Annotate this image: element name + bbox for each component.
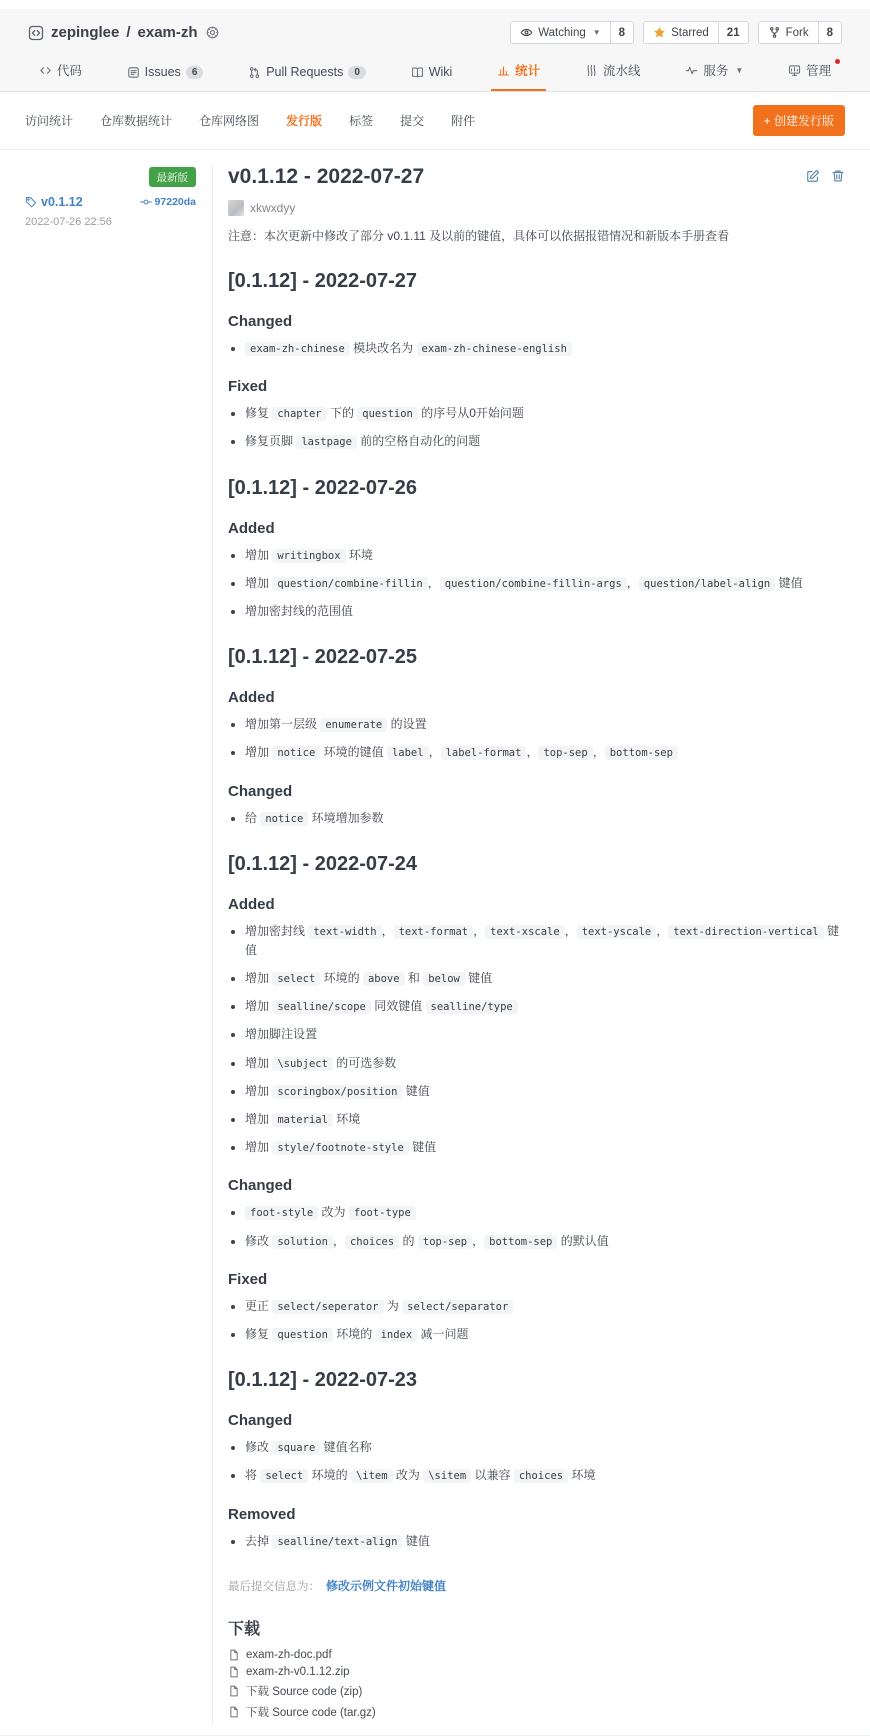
- inline-code: bottom-sep: [484, 1235, 557, 1249]
- watch-count[interactable]: 8: [610, 22, 633, 43]
- inline-code: question/combine-fillin: [272, 577, 427, 591]
- changelog-item: 给 notice 环境增加参数: [228, 809, 845, 828]
- changelog-item: 增加密封线 text-width ， text-format ， text-xscale ， text-yscale ， text-direction-vertical 键值: [228, 922, 845, 960]
- inline-code: question/combine-fillin-args: [440, 577, 627, 591]
- changelog-item: 增加密封线的范围值: [228, 602, 845, 621]
- changelog-item: 修复 chapter 下的 question 的序号从0开始问题: [228, 404, 845, 423]
- changelog-group-title: Fixed: [228, 378, 268, 396]
- tab-wiki[interactable]: Wiki: [405, 56, 459, 91]
- latest-release-badge: 最新版: [149, 167, 197, 187]
- last-commit-message-link[interactable]: 修改示例文件初始键值: [326, 1578, 447, 1593]
- downloads-title: 下载: [228, 1620, 261, 1638]
- release-date: 2022-07-26 22:56: [25, 216, 112, 228]
- release-actions: [806, 165, 845, 183]
- changelog-list: [228, 1532, 845, 1551]
- last-commit-line: [228, 1577, 845, 1594]
- repo-title-row: [0, 9, 870, 46]
- page: [0, 9, 870, 1736]
- repo-header: [0, 9, 870, 92]
- download-link[interactable]: exam-zh-v0.1.12.zip: [228, 1666, 845, 1678]
- delete-release-icon[interactable]: [831, 169, 845, 183]
- repo-separator: /: [126, 24, 131, 41]
- subnav-repo-data-stats[interactable]: 仓库数据统计: [100, 114, 173, 128]
- download-link[interactable]: 下载 Source code (tar.gz): [228, 1704, 845, 1720]
- changelog-item: 增加脚注设置: [228, 1025, 845, 1044]
- release-meta: [25, 165, 213, 1725]
- inline-code: style/footnote-style: [272, 1141, 408, 1155]
- changelog-group-title: Added: [228, 519, 275, 537]
- download-link[interactable]: 下载 Source code (zip): [228, 1683, 845, 1699]
- tab-issues[interactable]: Issues 6: [121, 56, 210, 91]
- changelog-version-heading: [0.1.12] - 2022-07-24: [228, 852, 418, 875]
- inline-code: foot-type: [349, 1206, 416, 1220]
- release-title: v0.1.12 - 2022-07-27: [228, 165, 425, 188]
- fork-count[interactable]: 8: [818, 22, 841, 43]
- release-subnav: [0, 92, 870, 150]
- inline-code: sealline/type: [426, 1000, 518, 1014]
- tab-count-badge: 0: [348, 66, 366, 79]
- inline-code: select: [272, 972, 320, 986]
- file-icon: [228, 1706, 240, 1718]
- inline-code: select/separator: [402, 1300, 513, 1314]
- inline-code: \sitem: [423, 1469, 471, 1483]
- issues-icon: [127, 66, 140, 79]
- changelog-item: 修改 solution ， choices 的 top-sep ， bottom-sep 的默认值: [228, 1232, 845, 1251]
- author-name-link[interactable]: xkwxdyy: [250, 201, 296, 215]
- release-entry: [0, 150, 870, 1736]
- inline-code: question: [357, 407, 418, 421]
- inline-code: text-direction-vertical: [668, 925, 823, 939]
- changelog-list: [228, 809, 845, 828]
- create-release-button[interactable]: + 创建发行版: [753, 105, 845, 136]
- inline-code: foot-style: [245, 1206, 318, 1220]
- inline-code: top-sep: [538, 746, 592, 760]
- subnav-attachments[interactable]: 附件: [451, 114, 476, 128]
- changelog-item: 增加 material 环境: [228, 1110, 845, 1129]
- inline-code: enumerate: [320, 718, 387, 732]
- inline-code: square: [272, 1441, 320, 1455]
- downloads-list: [228, 1649, 845, 1720]
- inline-code: lastpage: [296, 435, 357, 449]
- changelog-item: 修改 square 键值名称: [228, 1438, 845, 1457]
- inline-code: \item: [351, 1469, 393, 1483]
- inline-code: text-xscale: [485, 925, 565, 939]
- changelog-group-title: Changed: [228, 1177, 293, 1195]
- inline-code: choices: [514, 1469, 568, 1483]
- tab-count-badge: 6: [186, 66, 204, 79]
- changelog-group-title: Removed: [228, 1505, 296, 1523]
- subnav-visit-stats[interactable]: 访问统计: [25, 114, 74, 128]
- inline-code: sealline/text-align: [272, 1535, 402, 1549]
- inline-code: \subject: [272, 1057, 333, 1071]
- changelog-group-title: Added: [228, 689, 275, 707]
- changelog-item: 增加第一层级 enumerate 的设置: [228, 715, 845, 734]
- changelog-item: 增加 \subject 的可选参数: [228, 1054, 845, 1073]
- inline-code: choices: [345, 1235, 399, 1249]
- tag-icon: [25, 196, 37, 208]
- subnav-releases[interactable]: 发行版: [286, 114, 323, 128]
- changelog-item: 修复 question 环境的 index 减一问题: [228, 1325, 845, 1344]
- changelog-item: foot-style 改为 foot-type: [228, 1203, 845, 1222]
- changelog-item: 将 select 环境的 \item 改为 \sitem 以兼容 choices 环境: [228, 1466, 845, 1485]
- edit-release-icon[interactable]: [806, 169, 820, 183]
- changelog-item: 增加 notice 环境的键值 label ， label-format ， top-sep ， bottom-sep: [228, 743, 845, 762]
- changelog-list: [228, 546, 845, 622]
- release-body: [213, 165, 845, 1725]
- admin-icon: [788, 64, 801, 77]
- changelog-item: 增加 sealline/scope 同效键值 sealline/type: [228, 997, 845, 1016]
- inline-code: material: [272, 1113, 333, 1127]
- file-icon: [228, 1685, 240, 1697]
- last-commit-label: 最后提交信息为：: [228, 1580, 320, 1593]
- wiki-icon: [411, 66, 424, 79]
- stats-icon: [497, 64, 510, 77]
- inline-code: exam-zh-chinese: [245, 342, 350, 356]
- watch-button[interactable]: Watching ▼ 8: [510, 21, 634, 44]
- release-note: 注意：本次更新中修改了部分 v0.1.11 及以前的键值，具体可以依据报错情况和新版本手册查看: [228, 229, 730, 243]
- inline-code: question: [272, 1328, 333, 1342]
- subnav-commits[interactable]: 提交: [400, 114, 425, 128]
- fork-button[interactable]: Fork 8: [758, 21, 842, 44]
- tab-services[interactable]: 服务 ▼: [679, 52, 749, 91]
- seal-icon: [205, 25, 220, 40]
- inline-code: solution: [272, 1235, 333, 1249]
- changelog-item: 增加 writingbox 环境: [228, 546, 845, 565]
- inline-code: above: [363, 972, 405, 986]
- inline-code: bottom-sep: [605, 746, 678, 760]
- changelog-version-heading: [0.1.12] - 2022-07-27: [228, 270, 418, 292]
- star-count[interactable]: 21: [718, 22, 748, 43]
- repo-actions: [510, 21, 842, 44]
- changelog-item: 更正 select/seperator 为 select/separator: [228, 1297, 845, 1316]
- changelog-item: exam-zh-chinese 模块改名为 exam-zh-chinese-english: [228, 339, 845, 358]
- author-avatar: [228, 200, 244, 216]
- eye-icon: [520, 26, 533, 39]
- changelog-item: 去掉 sealline/text-align 键值: [228, 1532, 845, 1551]
- tab-pipeline[interactable]: 流水线: [579, 52, 647, 91]
- changelog: [228, 270, 845, 1551]
- notification-dot: [835, 59, 840, 64]
- inline-code: exam-zh-chinese-english: [417, 342, 572, 356]
- changelog-version-heading: [0.1.12] - 2022-07-23: [228, 1369, 418, 1392]
- changelog-group-title: Changed: [228, 1412, 293, 1430]
- changelog-list: [228, 339, 845, 358]
- inline-code: text-format: [394, 925, 474, 939]
- inline-code: notice: [272, 746, 320, 760]
- changelog-item: 增加 style/footnote-style 键值: [228, 1138, 845, 1157]
- tab-stats[interactable]: 统计: [491, 52, 546, 91]
- changelog-version-heading: [0.1.12] - 2022-07-25: [228, 646, 418, 669]
- changelog-item: 增加 scoringbox/position 键值: [228, 1082, 845, 1101]
- changelog-group-title: Fixed: [228, 1270, 268, 1288]
- file-icon: [228, 1649, 240, 1661]
- changelog-list: [228, 1203, 845, 1250]
- inline-code: scoringbox/position: [272, 1085, 402, 1099]
- pr-icon: [248, 66, 261, 79]
- pipeline-icon: [585, 64, 598, 77]
- inline-code: notice: [260, 812, 308, 826]
- inline-code: chapter: [272, 407, 326, 421]
- inline-code: select: [260, 1469, 308, 1483]
- inline-code: top-sep: [418, 1235, 472, 1249]
- repo-name-link[interactable]: exam-zh: [137, 24, 198, 41]
- subnav-network-graph[interactable]: 仓库网络图: [199, 114, 260, 128]
- inline-code: label-format: [441, 746, 527, 760]
- repo-tabs: [0, 52, 870, 91]
- repo-title: [28, 24, 220, 41]
- changelog-list: [228, 715, 845, 762]
- commit-icon: [140, 196, 152, 208]
- changelog-list: [228, 1297, 845, 1344]
- changelog-item: 修复页脚 lastpage 前的空格自动化的问题: [228, 432, 845, 451]
- inline-code: text-yscale: [577, 925, 657, 939]
- changelog-item: 增加 question/combine-fillin ， question/combine-fillin-args ， question/label-align 键值: [228, 574, 845, 593]
- changelog-version-heading: [0.1.12] - 2022-07-26: [228, 476, 418, 499]
- code-icon: [39, 64, 52, 77]
- inline-code: text-width: [308, 925, 381, 939]
- inline-code: question/label-align: [639, 577, 775, 591]
- changelog-item: 增加 select 环境的 above 和 below 键值: [228, 969, 845, 988]
- repo-owner-link[interactable]: zepinglee: [51, 24, 120, 41]
- inline-code: sealline/scope: [272, 1000, 371, 1014]
- subnav-tags[interactable]: 标签: [349, 114, 374, 128]
- inline-code: index: [376, 1328, 418, 1342]
- fork-icon: [768, 26, 781, 39]
- changelog-group-title: Changed: [228, 313, 293, 330]
- changelog-list: [228, 922, 845, 1158]
- file-icon: [228, 1666, 240, 1678]
- services-icon: [685, 64, 698, 77]
- release-tag-link[interactable]: v0.1.12: [25, 195, 83, 209]
- changelog-group-title: Changed: [228, 782, 293, 800]
- star-button[interactable]: Starred 21: [643, 21, 749, 44]
- changelog-group-title: Added: [228, 895, 275, 913]
- inline-code: label: [387, 746, 429, 760]
- download-link[interactable]: exam-zh-doc.pdf: [228, 1649, 845, 1661]
- inline-code: writingbox: [272, 549, 345, 563]
- tab-pull-requests[interactable]: Pull Requests 0: [242, 56, 372, 91]
- star-icon: [653, 26, 666, 39]
- changelog-list: [228, 404, 845, 451]
- release-commit-link[interactable]: 97220da: [140, 196, 196, 208]
- inline-code: below: [423, 972, 465, 986]
- repo-icon: [28, 25, 44, 41]
- tab-code[interactable]: 代码: [33, 52, 88, 91]
- tab-admin[interactable]: 管理: [782, 52, 837, 91]
- inline-code: select/seperator: [272, 1300, 383, 1314]
- changelog-list: [228, 1438, 845, 1485]
